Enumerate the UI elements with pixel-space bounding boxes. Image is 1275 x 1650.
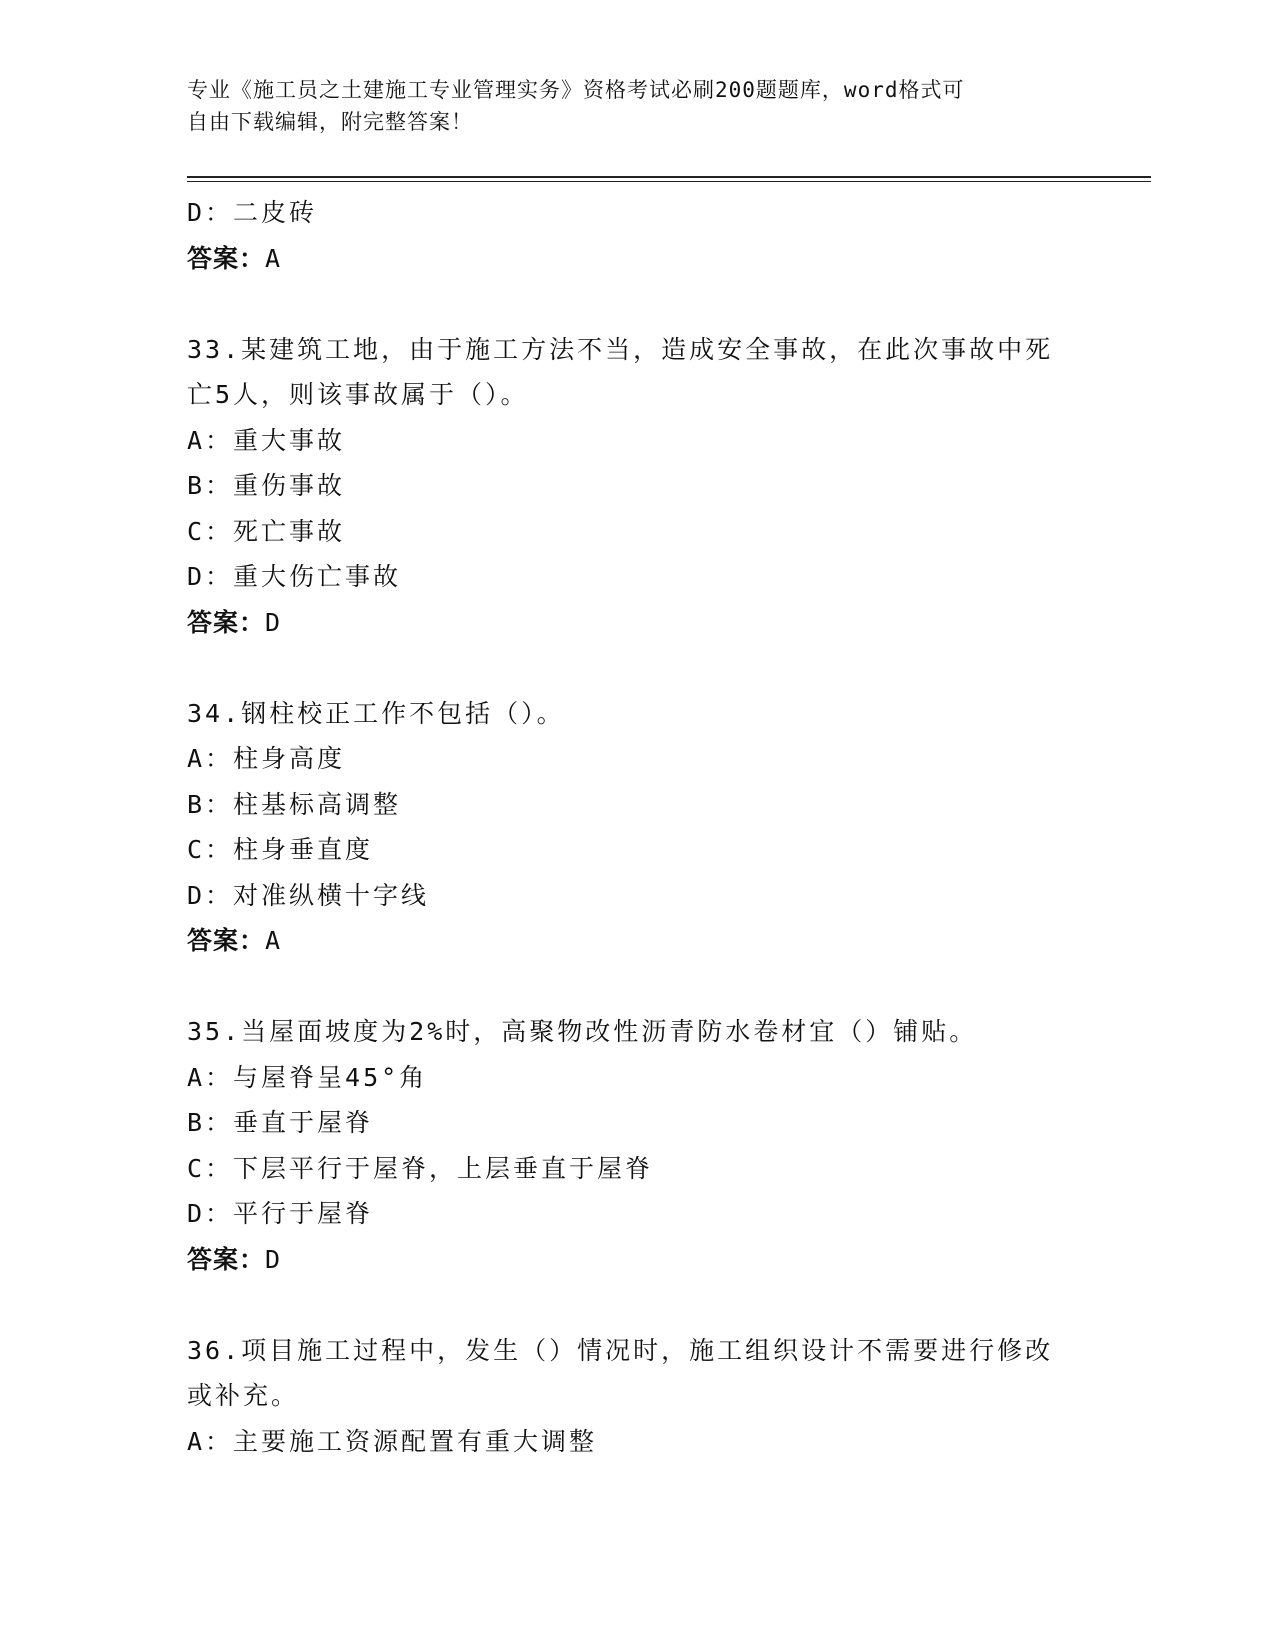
answer-value: D: [265, 607, 282, 637]
spacer: [187, 964, 1087, 1010]
question-34-option-a: A：柱身高度: [187, 744, 346, 773]
answer-value: A: [265, 926, 282, 955]
answer-label: 答案：: [187, 243, 266, 273]
question-36-stem-line-2: 或补充。: [187, 1381, 300, 1410]
question-34-answer: [187, 918, 1087, 964]
question-35-stem: 35.当屋面坡度为2%时，高聚物改性沥青防水卷材宜（）铺贴。: [187, 1017, 978, 1046]
question-36-option-a: A：主要施工资源配置有重大调整: [187, 1426, 598, 1456]
question-35-answer: [187, 1237, 1087, 1283]
question-35-option-d: D：平行于屋脊: [187, 1199, 374, 1228]
question-33-option-d: D：重大伤亡事故: [187, 562, 402, 591]
spacer: [187, 1282, 1087, 1328]
prev-answer: [187, 236, 1087, 282]
question-35-option-c: C：下层平行于屋脊，上层垂直于屋脊: [187, 1153, 654, 1183]
question-33-option-c: C：死亡事故: [187, 516, 346, 546]
question-36-stem-line-1: 36.项目施工过程中，发生（）情况时，施工组织设计不需要进行修改: [187, 1335, 1054, 1365]
spacer: [187, 281, 1087, 327]
answer-value: D: [265, 1244, 282, 1274]
question-36: [187, 1328, 1087, 1465]
answer-label: 答案：: [187, 607, 266, 637]
header-divider-thick: [187, 176, 1151, 178]
question-33-answer: [187, 600, 1087, 646]
question-33: [187, 327, 1087, 646]
spacer: [187, 645, 1087, 691]
header-divider-thin: [187, 181, 1151, 182]
question-35: [187, 1009, 1087, 1282]
question-33-stem-line-1: 33.某建筑工地，由于施工方法不当，造成安全事故，在此次事故中死: [187, 334, 1054, 364]
header-title-line-2: 自由下载编辑，附完整答案！: [187, 110, 473, 134]
question-33-stem-line-2: 亡5人，则该事故属于（）。: [187, 380, 529, 409]
header-title-line-1: 专业《施工员之土建施工专业管理实务》资格考试必刷200题题库，word格式可: [187, 78, 965, 102]
question-33-option-a: A：重大事故: [187, 425, 346, 455]
question-34-option-b: B：柱基标高调整: [187, 789, 402, 819]
question-34-option-c: C：柱身垂直度: [187, 835, 374, 864]
question-35-option-a: A：与屋脊呈45°角: [187, 1062, 428, 1092]
question-body: [187, 190, 1087, 1464]
question-35-option-b: B：垂直于屋脊: [187, 1108, 374, 1137]
question-33-option-b: B：重伤事故: [187, 471, 346, 500]
answer-label: 答案：: [187, 1244, 266, 1274]
question-34-stem: 34.钢柱校正工作不包括（）。: [187, 698, 565, 728]
question-34-option-d: D：对准纵横十字线: [187, 880, 430, 910]
page-header: [187, 74, 1067, 138]
question-34: [187, 691, 1087, 964]
prev-option-d: D：二皮砖: [187, 198, 318, 227]
answer-label: 答案：: [187, 926, 266, 955]
answer-value: A: [265, 243, 282, 273]
